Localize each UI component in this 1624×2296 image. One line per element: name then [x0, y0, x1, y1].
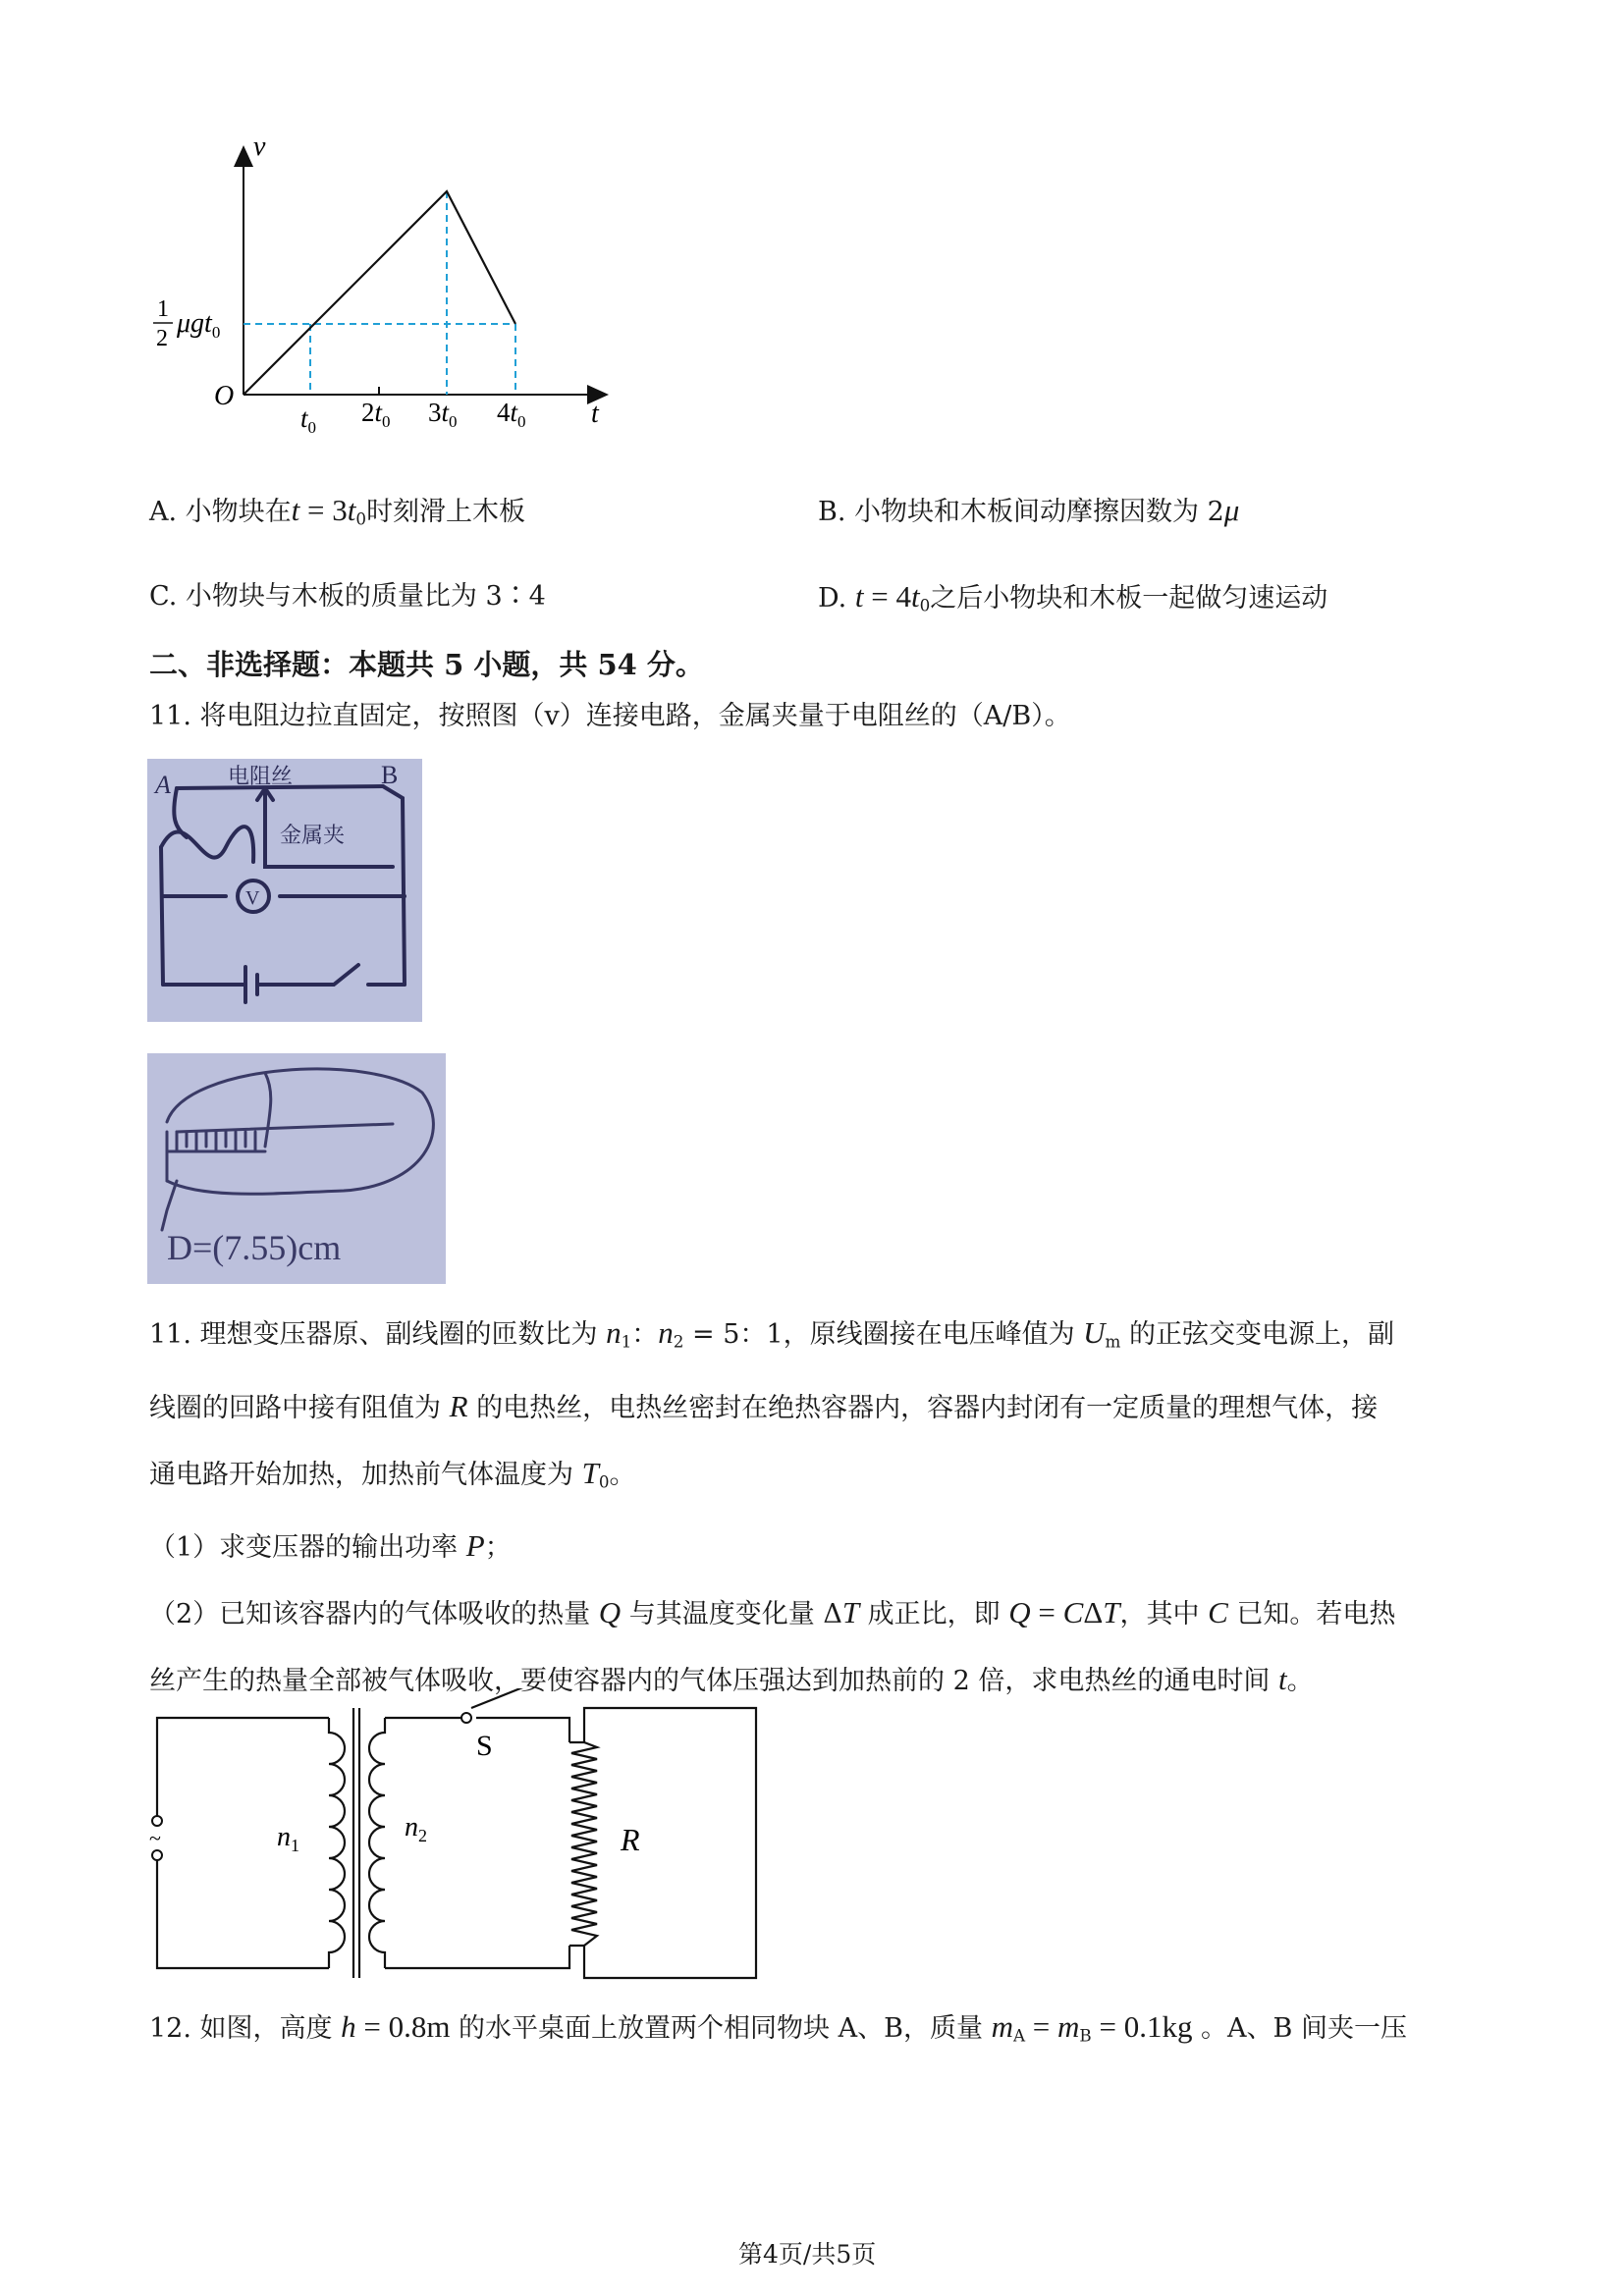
transformer-circuit	[147, 1688, 776, 1983]
q11b-line-2: 线圈的回路中接有阻值为 R 的电热丝，电热丝密封在绝热容器内，容器内封闭有一定质量的理想气体，接	[149, 1388, 1379, 1423]
option-c: C. 小物块与木板的质量比为 3∶4	[149, 581, 546, 612]
q11b-part-2: （2）已知该容器内的气体吸收的热量 Q 与其温度变化量 ΔT 成正比，即 Q = CΔT，其中 C 已知。若电热	[149, 1595, 1396, 1630]
q11b-part-1: （1）求变压器的输出功率 P；	[149, 1528, 512, 1564]
source-symbol: ~	[149, 1826, 161, 1850]
secondary-coil-label: $n_2$	[405, 1812, 427, 1845]
q11b-line-1: 11. 理想变压器原、副线圈的匝数比为 $n_1$：$n_2 = 5$：1，原线圈接在电压峰值为 $U_m$ 的正弦交变电源上，副	[149, 1315, 1395, 1352]
question-11a: 11. 将电阻边拉直固定，按照图（v）连接电路，金属夹量于电阻丝的（A/B）。	[149, 701, 1071, 731]
photo1-text-wire: 电阻丝	[228, 764, 294, 788]
y-mark-denominator: 2	[156, 326, 168, 351]
handdrawn-circuit-photo	[147, 759, 422, 1022]
x-axis-label: t	[591, 399, 599, 429]
option-d: D. $t = 4t_0$之后小物块和木板一起做匀速运动	[818, 579, 1328, 615]
photo1-label-b: B	[381, 761, 399, 789]
option-b: B. 小物块和木板间动摩擦因数为 2μ	[818, 493, 1240, 527]
y-mark-expr: μgt$_0$	[177, 308, 221, 342]
switch-contact-left	[461, 1713, 471, 1723]
caliper-reading: D=(7.55)cm	[167, 1228, 342, 1267]
velocity-curve	[244, 191, 515, 395]
question-11b	[149, 1301, 1524, 1714]
option-a: A. 小物块在$t = 3t_0$时刻滑上木板	[149, 493, 526, 529]
page-footer: 第4页/共5页	[738, 2240, 877, 2269]
y-mark-numerator: 1	[157, 296, 169, 322]
photo1-label-a: A	[155, 771, 171, 799]
origin-label: O	[214, 381, 235, 411]
x-tick-4t0: $4t_0$	[497, 398, 526, 431]
photo1-meter: V	[245, 887, 260, 909]
photo1-text-clip: 金属夹	[280, 823, 346, 847]
q11b-line-3: 通电路开始加热，加热前气体温度为 $T_0$。	[149, 1455, 636, 1492]
primary-coil-label: $n_1$	[277, 1822, 299, 1855]
caliper-photo	[147, 1053, 446, 1284]
vt-graph	[137, 128, 628, 442]
q11b-part-2-line-2: 丝产生的热量全部被气体吸收，要使容器内的气体压强达到加热前的 2 倍，求电热丝的通电时间 t。	[149, 1662, 1314, 1697]
terminal-bottom	[152, 1850, 162, 1860]
switch-label: S	[476, 1730, 493, 1762]
resistor-label: R	[621, 1822, 640, 1857]
x-tick-3t0: $3t_0$	[428, 398, 458, 431]
x-tick-t0: $t_0$	[300, 403, 317, 437]
question-12: 12. 如图，高度 h = 0.8m 的水平桌面上放置两个相同物块 A、B，质量 $m_A = m_B = 0.1kg$ 。A、B 间夹一压	[149, 2009, 1407, 2046]
y-axis-label: v	[253, 132, 266, 162]
section-heading: 二、非选择题：本题共 5 小题，共 54 分。	[149, 648, 704, 681]
x-tick-2t0: $2t_0$	[361, 398, 391, 431]
terminal-top	[152, 1816, 162, 1826]
